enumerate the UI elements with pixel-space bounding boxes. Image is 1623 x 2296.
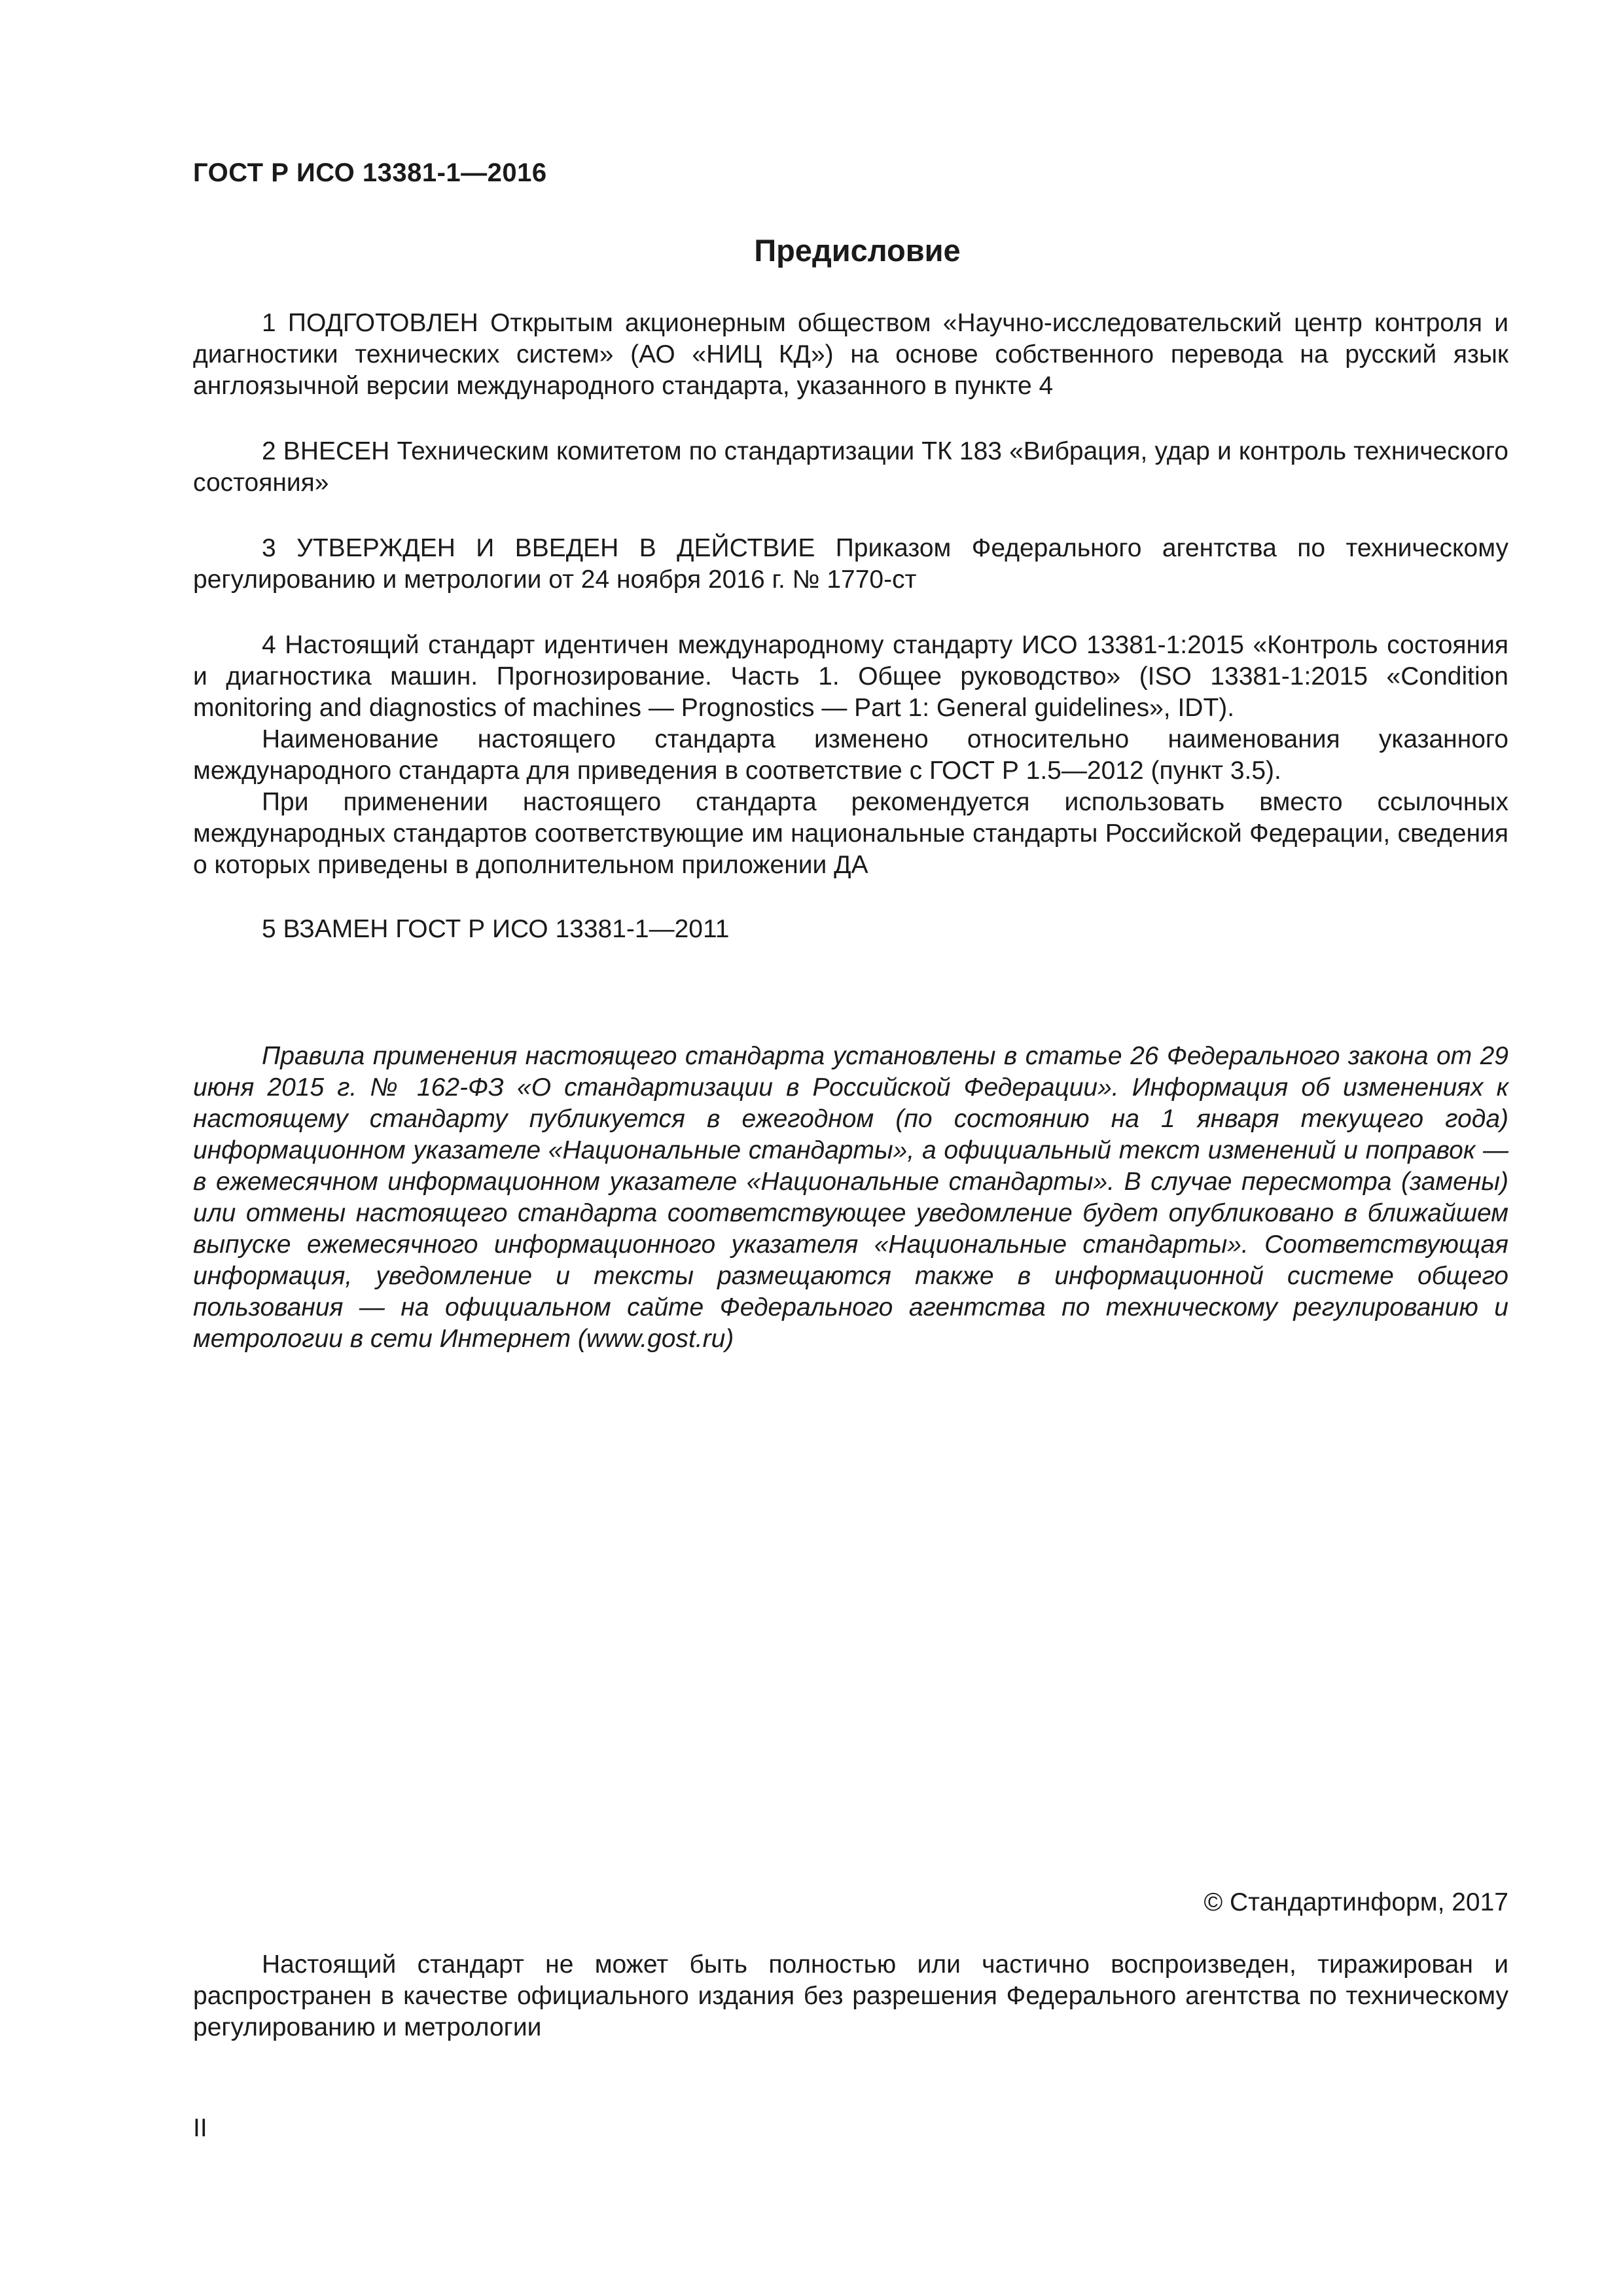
preface-item-1: 1 ПОДГОТОВЛЕН Открытым акционерным обществом «Научно-исследовательский центр контроля и диагностики технических систем» (АО «НИЦ КД») на основе собственного перевода на русский язык англоязычной версии международного стандарта, указанного в пункте 4	[193, 309, 1508, 400]
preface-item-4-title-note: Наименование настоящего стандарта изменено относительно наименования указанного международного стандарта для приведения в соответствие с ГОСТ Р 1.5—2012 (пункт 3.5).	[193, 725, 1508, 785]
reproduction-notice: Настоящий стандарт не может быть полностью или частично воспроизведен, тиражирован и распространен в качестве официального издания без разрешения Федерального агентства по техническому регулированию и метрологии	[193, 1950, 1508, 2041]
preface-item-4-references-note: При применении настоящего стандарта рекомендуется использовать вместо ссылочных международных стандартов соответствующие им национальные стандарты Российской Федерации, сведения о которых приведены в дополнительном приложении ДА	[193, 788, 1508, 879]
rules-of-application-notice: Правила применения настоящего стандарта установлены в статье 26 Федерального закона от 29 июня 2015 г. № 162-ФЗ «О стандартизации в Российской Федерации». Информация об изменениях к настоящему стандарту публикуется в ежегодном (по состоянию на 1 января текущего года) информационном указателе «Национальные стандарты», а официальный текст изменений и поправок — в ежемесячном информационном указателе «Национальные стандарты». В случае пересмотра (замены) или отмены настоящего стандарта соответствующее уведомление будет опубликовано в ближайшем выпуске ежемесячного информационного указателя «Национальные стандарты». Соответствующая информация, уведомление и тексты размещаются также в информационной системе общего пользования — на официальном сайте Федерального агентства по техническому регулированию и метрологии в сети Интернет (www.gost.ru)	[193, 1042, 1508, 1353]
preface-item-5: 5 ВЗАМЕН ГОСТ Р ИСО 13381-1—2011	[262, 915, 730, 943]
preface-item-2: 2 ВНЕСЕН Техническим комитетом по стандартизации ТК 183 «Вибрация, удар и контроль технического состояния»	[193, 437, 1508, 497]
preface-item-4: 4 Настоящий стандарт идентичен международному стандарту ИСО 13381-1:2015 «Контроль состояния и диагностика машин. Прогнозирование. Часть 1. Общее руководство» (ISO 13381-1:2015 «Condition monitoring and diagnostics of machines — Prognostics — Part 1: General guidelines», IDT).	[193, 631, 1508, 722]
document-code-header: ГОСТ Р ИСО 13381-1—2016	[193, 158, 547, 187]
page-title: Предисловие	[754, 233, 961, 268]
copyright-line: © Стандартинформ, 2017	[1204, 1888, 1508, 1916]
preface-item-3: 3 УТВЕРЖДЕН И ВВЕДЕН В ДЕЙСТВИЕ Приказом Федерального агентства по техническому регулированию и метрологии от 24 ноября 2016 г. № 1770-ст	[193, 534, 1508, 594]
page-number: II	[193, 2114, 207, 2142]
